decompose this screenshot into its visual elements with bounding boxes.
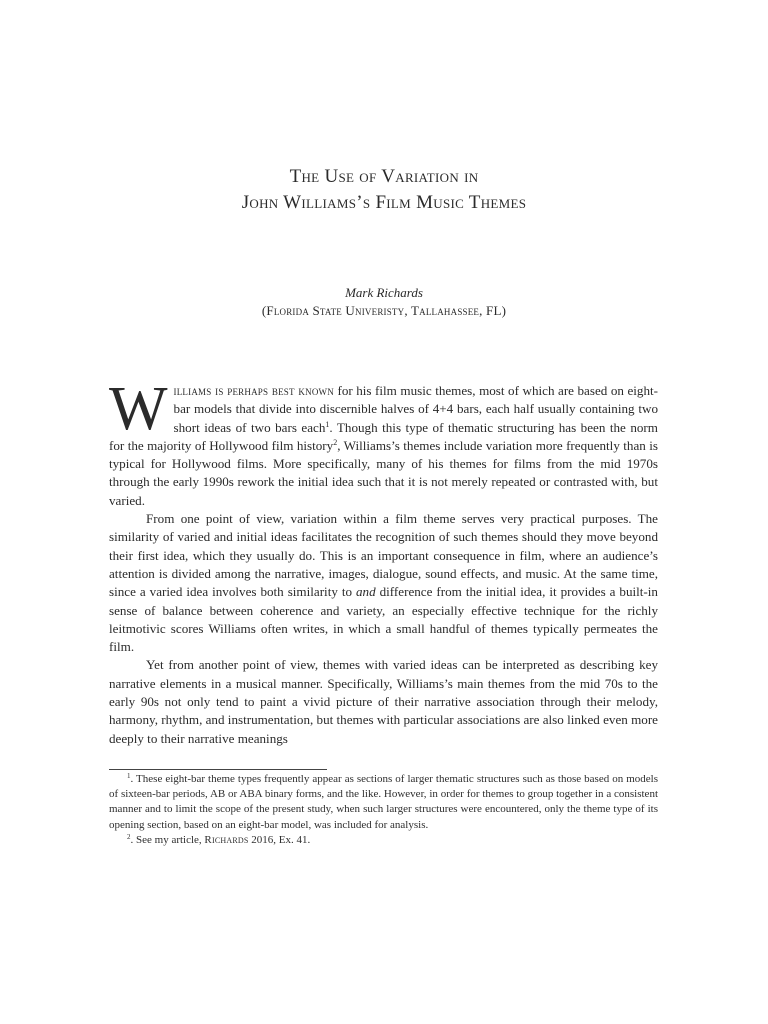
paragraph-2-text-b: difference from the initial idea, it provides a built-in sense of balance between coherence and variety, an especially effective technique for the richly leitmotivic scores Williams often writes, in which a small handful of themes typically permeates the film. (109, 584, 658, 655)
paragraph-1 (109, 375, 659, 510)
paragraph-1-text-b: . Though this type of thematic structuring has been the norm for the majority of Hollywood film history (109, 419, 658, 453)
footnotes (109, 772, 658, 848)
paragraph-1-text-a: for his film music themes, most of which are based on eight-bar models that divide into discernible halves of 4+4 bars, each half usually containing two short ideas of two bars each (173, 383, 659, 435)
body-text (109, 375, 659, 748)
footnote-2-text-b: 2016, Ex. 41. (248, 833, 311, 846)
paper-title-line-2: John Williams’s Film Music Themes (241, 192, 527, 213)
lead-in-smallcaps: illiams is perhaps best known (173, 383, 334, 398)
paper-title (0, 164, 768, 216)
footnote-2 (109, 833, 658, 848)
footnote-divider (109, 769, 327, 770)
footnote-2-mark: 2 (127, 832, 131, 841)
paper-title-line-1: The Use of Variation in (289, 166, 479, 187)
paragraph-2-text-a: From one point of view, variation within a film theme serves very practical purposes. The similarity of varied and initial ideas facilitates the recognition of such themes should they move beyond their first idea, which they usually do. This is an important consequence in film, where an audience’s attention is divided among the narrative, images, dialogue, sound effects, and music. At the same time, since a varied idea involves both similarity to (109, 511, 658, 600)
author-name: Mark Richards (345, 285, 423, 300)
paragraph-2 (109, 510, 658, 656)
footnote-2-text-a: . See my article, (130, 833, 205, 846)
footnote-2-author: Richards (204, 833, 249, 846)
footnote-ref-2[interactable]: 2 (333, 437, 338, 447)
footnote-1-text: . These eight-bar theme types frequently appear as sections of larger thematic structures such as those based on models of sixteen-bar periods, AB or ABA binary forms, and the like. However, in order for themes to group together in a consistent manner and to limit the scope of the present study, when such larger structures were encountered, only the theme type of its opening section, based on an eight-bar model, was included for analysis. (109, 773, 658, 831)
footnote-1 (109, 772, 658, 833)
author-affiliation: (Florida State Univeristy, Tallahassee, FL) (261, 303, 507, 318)
paragraph-1-text-c: , Williams’s themes include variation more frequently than is typical for Hollywood films. More specifically, many of his themes for films from the mid 1970s through the early 1990s rework the initial idea such that it is not merely repeated or contrasted with, but varied. (109, 437, 658, 508)
footnote-ref-1[interactable]: 1 (325, 419, 330, 429)
emphasis-and: and (356, 584, 376, 600)
footnote-1-mark: 1 (127, 772, 131, 780)
paragraph-3: Yet from another point of view, themes with varied ideas can be interpreted as describing key narrative elements in a musical manner. Specifically, Williams’s main themes from the mid 70s to the early 90s not only tend to paint a vivid picture of their narrative association through their melody, harmony, rhythm, and instrumentation, but themes with particular associations are also linked even more deeply to their narrative meanings (109, 657, 658, 746)
drop-cap: W (109, 375, 168, 443)
